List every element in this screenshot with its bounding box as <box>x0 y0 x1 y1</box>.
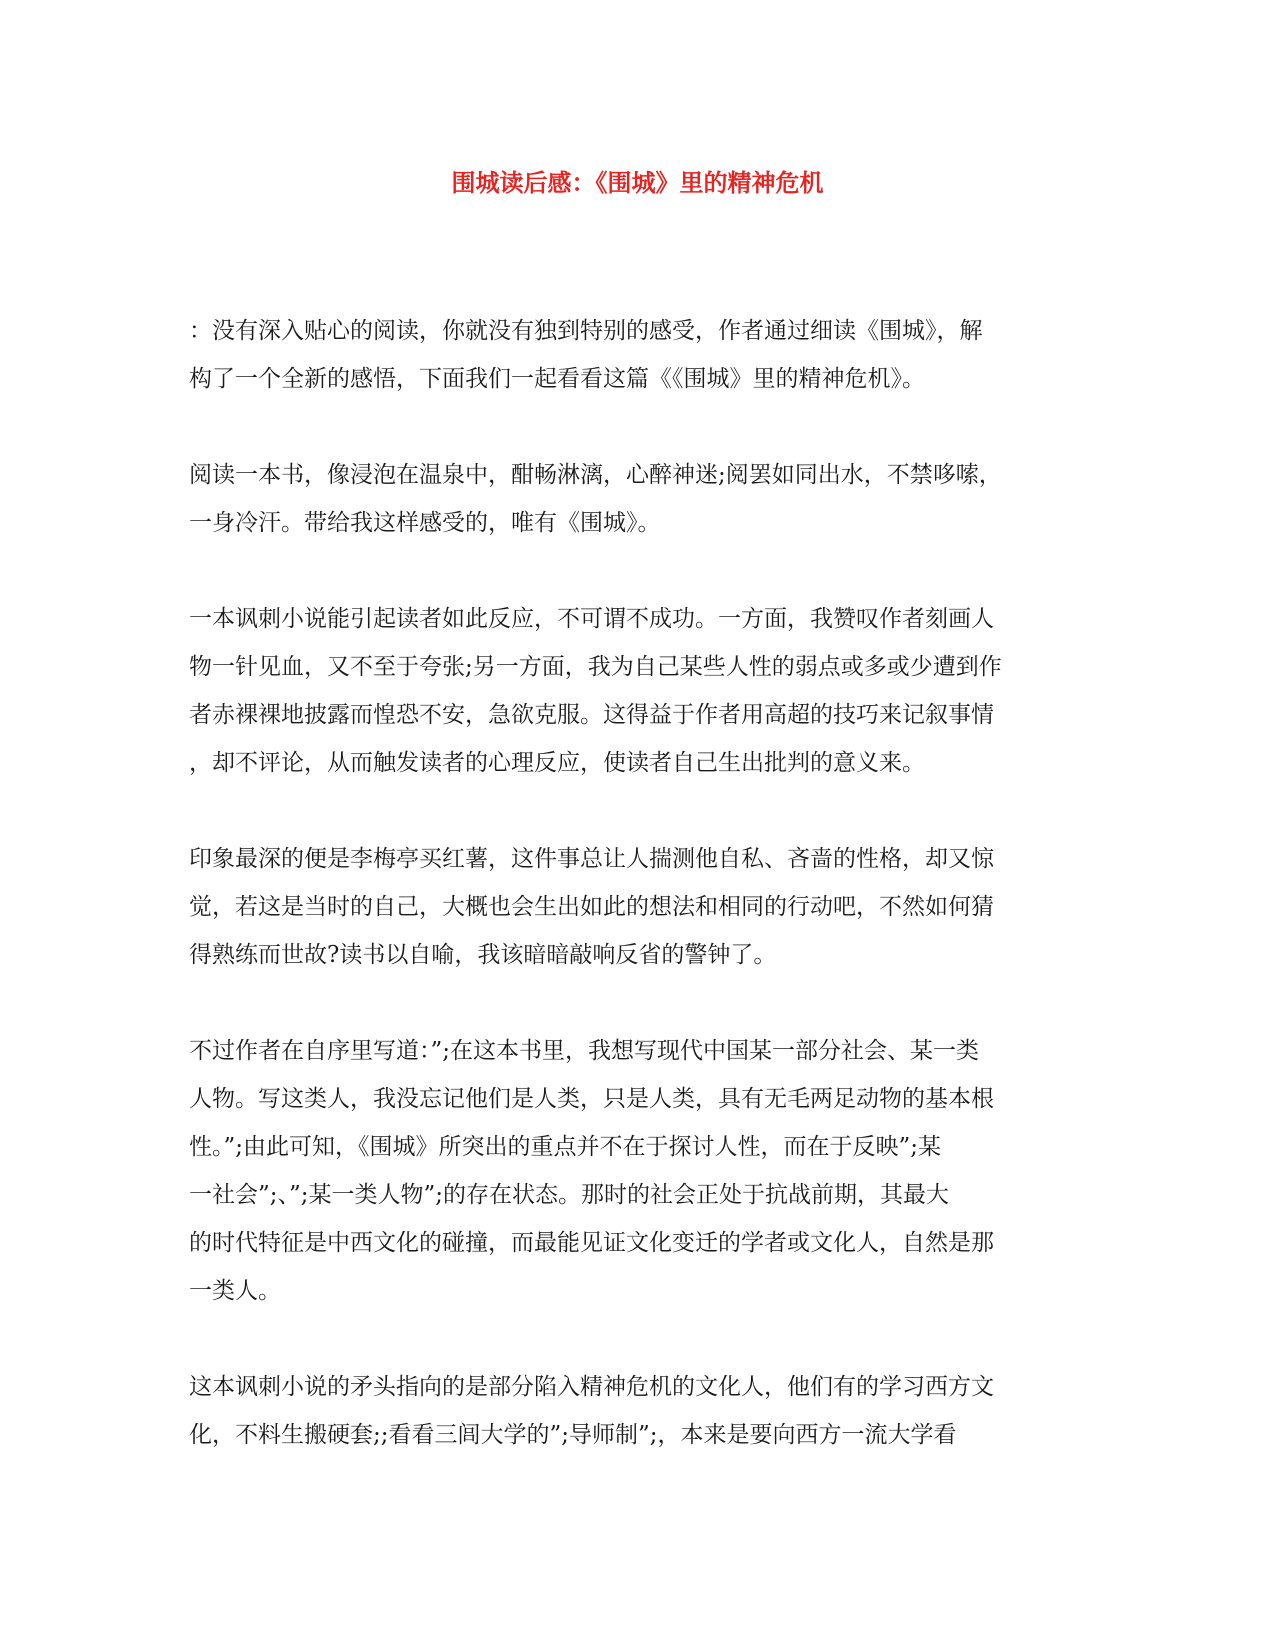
text-line: 人物。写这类人，我没忘记他们是人类，只是人类，具有无毛两足动物的基本根 <box>189 1086 994 1112</box>
text-line: 化，不料生搬硬套;;看看三闾大学的”;导师制”;，本来是要向西方一流大学看 <box>189 1422 957 1448</box>
paragraph <box>189 835 1069 979</box>
text-line: 这本讽刺小说的矛头指向的是部分陷入精神危机的文化人，他们有的学习西方文 <box>189 1374 994 1400</box>
text-line: 物一针见血，又不至于夸张;另一方面，我为自己某些人性的弱点或多或少遭到作 <box>189 654 1002 680</box>
text-line: 得熟练而世故?读书以自喻，我该暗暗敲响反省的警钟了。 <box>189 942 777 968</box>
paragraph <box>189 451 1069 547</box>
text-line: 的时代特征是中西文化的碰撞，而最能见证文化变迁的学者或文化人，自然是那 <box>189 1230 994 1256</box>
text-line: 阅读一本书，像浸泡在温泉中，酣畅淋漓，心醉神迷;阅罢如同出水，不禁哆嗦， <box>189 462 1002 488</box>
text-line: 一身冷汗。带给我这样感受的，唯有《围城》。 <box>189 510 661 536</box>
paragraph <box>189 595 1069 787</box>
article-body <box>189 307 1069 1459</box>
text-line: 构了一个全新的感悟，下面我们一起看看这篇《《围城》里的精神危机》。 <box>189 366 925 392</box>
text-line: 一社会”;、”;某一类人物”;的存在状态。那时的社会正处于抗战前期，其最大 <box>189 1182 950 1208</box>
text-line: 一本讽刺小说能引起读者如此反应，不可谓不成功。一方面，我赞叹作者刻画人 <box>189 606 994 632</box>
paragraph <box>189 1363 1069 1459</box>
text-line: 觉，若这是当时的自己，大概也会生出如此的想法和相同的行动吧，不然如何猜 <box>189 894 994 920</box>
page-title: 围城读后感：《围城》里的精神危机 <box>451 169 824 197</box>
paragraph <box>189 1027 1069 1315</box>
text-line: ：没有深入贴心的阅读，你就没有独到特别的感受，作者通过细读《围城》，解 <box>189 318 983 344</box>
text-line: 者赤裸裸地披露而惶恐不安，急欲克服。这得益于作者用高超的技巧来记叙事情 <box>189 702 994 728</box>
text-line: 一类人。 <box>189 1278 281 1304</box>
text-line: 性。”;由此可知，《围城》所突出的重点并不在于探讨人性，而在于反映”;某 <box>189 1134 942 1160</box>
paragraph-intro <box>189 307 1069 403</box>
text-line: 印象最深的便是李梅亭买红薯，这件事总让人揣测他自私、吝啬的性格，却又惊 <box>189 846 994 872</box>
text-line: 不过作者在自序里写道：”;在这本书里，我想写现代中国某一部分社会、某一类 <box>189 1038 980 1064</box>
text-line: ，却不评论，从而触发读者的心理反应，使读者自己生出批判的意义来。 <box>189 750 925 776</box>
